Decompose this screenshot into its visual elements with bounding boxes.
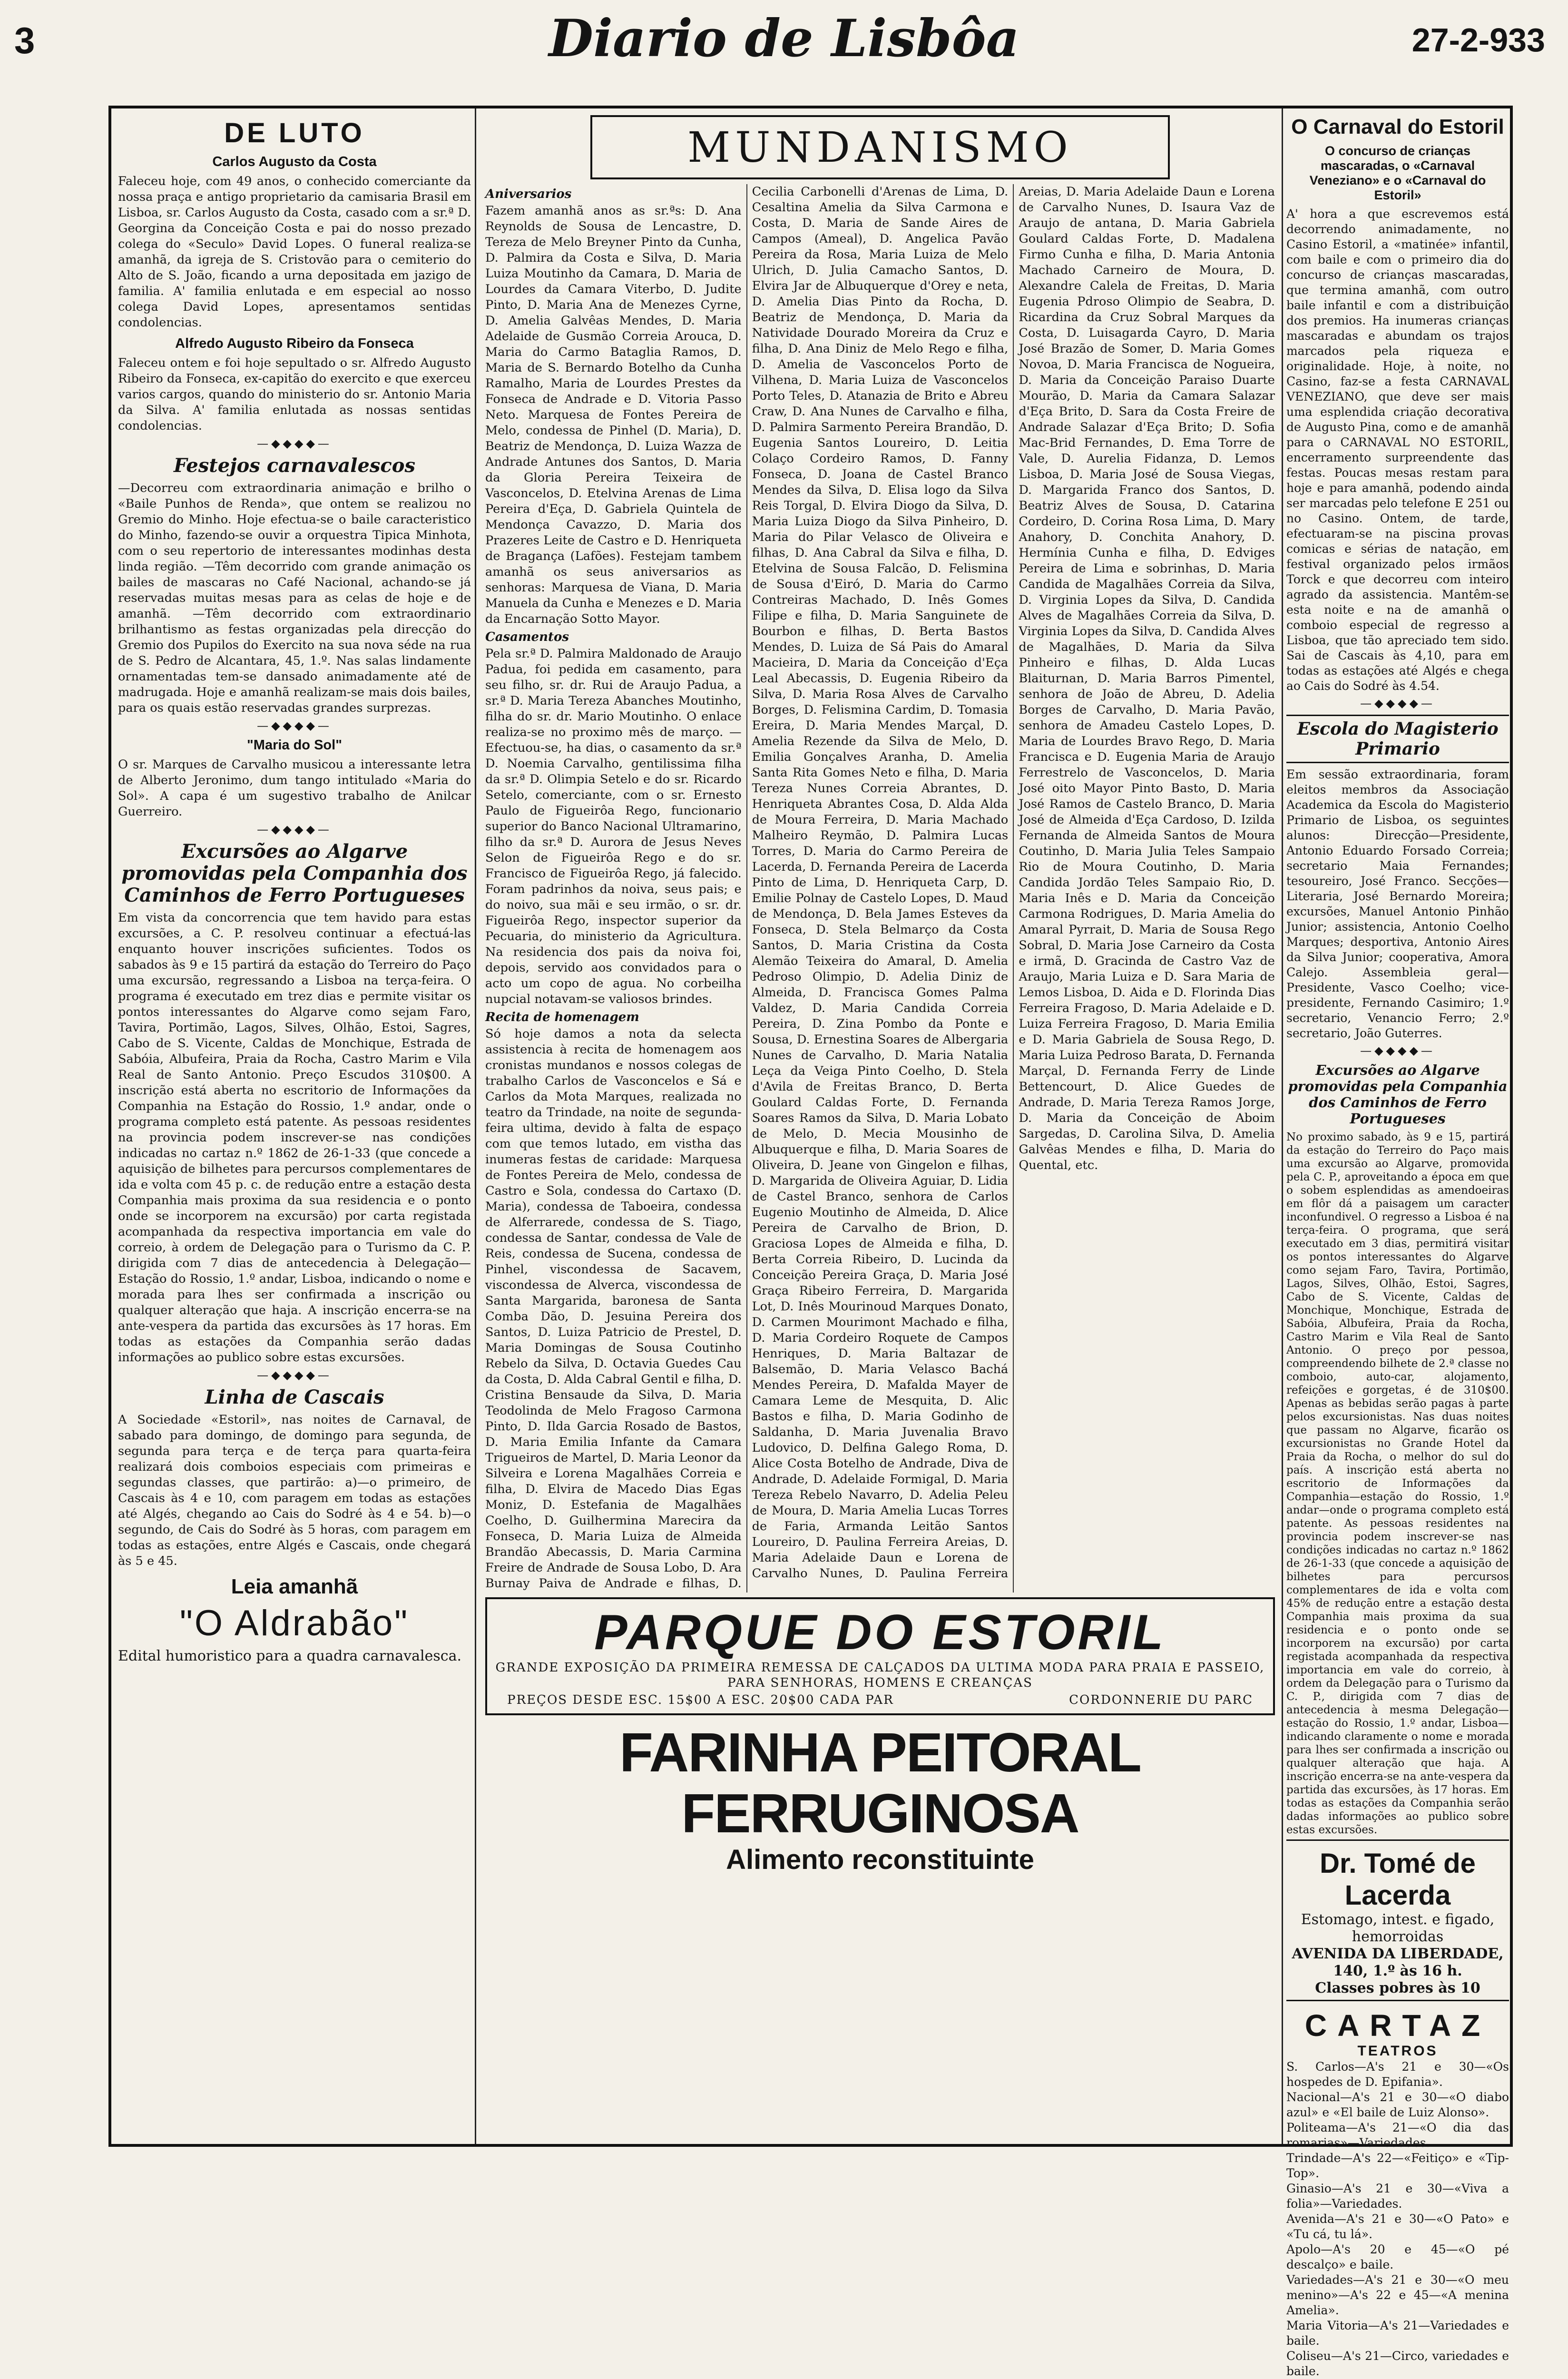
parque-description: GRANDE EXPOSIÇÃO DA PRIMEIRA REMESSA DE CALÇADOS DA ULTIMA MODA PARA PRAIA E PASSEIO, PARA SENHORAS, HOMENS E CREANÇAS <box>495 1661 1265 1690</box>
section-subheading: Casamentos <box>485 630 569 644</box>
section-subheading: Aniversarios <box>485 187 572 201</box>
list-item: Ginasio—A's 21 e 30—«Viva a folia»—Variedades. <box>1286 2182 1509 2211</box>
obituary-text: Faleceu ontem e foi hoje sepultado o sr. Alfredo Augusto Ribeiro da Fonseca, ex-capitão do exercito e que exerceu varios cargos, quando do ministerio do sr. Antonio Maria da Silva. A' familia enlutada as nossas sentidas condolencias. <box>118 356 471 433</box>
excursoes-text-2: No proximo sabado, às 9 e 15, partirá da estação do Terreiro do Paço mais uma excursão ao Algarve, promovida pela C. P., aproveitando a época em que o sobem esplendidas as amendoeiras em flôr dá a paisagem um caracter inconfundivel. O regresso a Lisboa é na terça-feira. O programa, que será executado em 3 dias, permitirá visitar os pontos interessantes do Algarve como sejam Faro, Tavira, Portimão, Lagos, Silves, Olhão, Estoi, Sagres, Cabo de S. Vicente, Caldas de Monchique, Monchique, Estrada de Sabóia, Albufeira, Praia da Rocha, Castro Marim e Vila Real de Santo Antonio. O preço por pessoa, compreendendo bilhete de 2.ª classe no comboio, auto-car, alojamento, refeições e gorgetas, é de 310$00. Apenas as bebidas serão pagas à parte pelos excursionistas. Nas duas noites que passam no Algarve, ficarão os excursionistas no Grande Hotel da Praia da Rocha, o melhor do sul do país. A inscrição está aberta no escritorio de Informações da Companhia—estação do Rossio, 1.º andar—onde o programa completo está patente. As pessoas residentes na provincia podem inscrever-se nas condições indicadas no cartaz n.º 1862 de 26-1-33 (que concede a aquisição de bilhetes para percursos complementares de ida e volta com 45% de redução entre a estação desta Companhia mais proxima da sua residencia e o ponto onde se incorporem na excursão) por carta registada acompanhada da respectiva importancia em vale do correio, à ordem da Delegação para o Turismo da C. P., dirigida com 7 dias de antecedencia à mesma Delegação—estação do Rossio, 1.º andar, Lisboa—indicando claramente o nome e morada para lhes ser confirmada a inscrição ou qualquer alteração que haja. A inscrição encerra-se na ante-vespera da partida das excursões, às 17 horas. Em todas as estações da Companhia serão dadas informações ao publico sobre estas excursões. <box>1286 1131 1509 1836</box>
tome-hours: Classes pobres às 10 <box>1315 1980 1480 1996</box>
tome-specialty: Estomago, intest. e figado, hemorroidas <box>1301 1911 1495 1945</box>
ornament-divider: —◆◆◆◆— <box>257 719 332 732</box>
page-frame <box>108 106 1513 2378</box>
obituary-heading: Alfredo Augusto Ribeiro da Fonseca <box>175 336 414 351</box>
parque-store: CORDONNERIE DU PARC <box>1069 1693 1253 1707</box>
farinha-ad-subtitle: Alimento reconstituinte <box>726 1844 1034 1875</box>
right-column <box>1286 108 1509 2378</box>
ornament-divider: —◆◆◆◆— <box>257 823 332 836</box>
teatros-heading: TEATROS <box>1357 2043 1438 2059</box>
page-number: 3 <box>14 20 35 61</box>
festejos-text: —Decorreu com extraordinaria animação e brilho o «Baile Punhos de Renda», que ontem se realizou no Gremio do Minho. Hoje efectua-se o baile caracteristico do Minho, fazendo-se ouvir a orquestra Tipica Minhota, com o seu repertorio de interessantes modinhas desta linda região. —Têm decorrido com grande animação os bailes de mascaras no Café Nacional, achando-se já reservadas muitas mesas para as celas de hoje e de amanhã. —Têm decorrido com extraordinario brilhantismo as festas organizadas pela direcção do Gremio dos Pupilos do Exercito na sua nova séde na rua de S. Pedro de Alcantara, 45, 1.º. Nas salas lindamente ornamentadas tem-se dansado animadamente até de madrugada. Hoje e amanhã realizam-se mais dois bailes, para os quais estão reservadas grandes surprezas. <box>118 481 471 715</box>
center-column <box>481 108 1279 2144</box>
ornament-divider: —◆◆◆◆— <box>1360 697 1435 710</box>
mundanismo-columns <box>481 184 1279 1593</box>
list-item: Maria Vitoria—A's 21—Variedades e baile. <box>1286 2319 1509 2348</box>
ornament-divider: —◆◆◆◆— <box>1360 1044 1435 1057</box>
section-subheading: Recita de homenagem <box>485 1010 639 1024</box>
column-rule <box>1282 108 1283 2144</box>
teatros-list <box>1286 2059 1509 2379</box>
linha-heading: Linha de Cascais <box>205 1386 384 1408</box>
deluto-heading: DE LUTO <box>224 118 365 148</box>
list-item: Trindade—A's 22—«Feitiço» e «Tip-Top». <box>1286 2151 1509 2180</box>
parque-title: PARQUE DO ESTORIL <box>594 1605 1166 1660</box>
left-column <box>118 108 471 2144</box>
escola-heading: Escola do Magisterio Primario <box>1286 715 1509 763</box>
linha-text: A Sociedade «Estoril», nas noites de Carnaval, de sabado para domingo, de domingo para segunda, de segunda para terça e de terça para quarta-feira realizará dois comboios especiais com primeiras e segundas classes, que partirão: a)—o primeiro, de Cascais às 4 e 10, com paragem em todas as estações até Algés, chegando ao Cais do Sodré às 4 e 54. b)—o segundo, de Cais do Sodré às 5 horas, com paragem em todas as estações, entre Algés e Cascais, onde chegará às 5 e 45. <box>118 1413 471 1568</box>
list-item: Nacional—A's 21 e 30—«O diabo azul» e «El baile de Luiz Alonso». <box>1286 2090 1509 2119</box>
list-item: Coliseu—A's 21—Circo, variedades e baile. <box>1286 2349 1509 2378</box>
list-item: Politeama—A's 21—«O dia das romarias»—Variedades. <box>1286 2121 1509 2150</box>
ornament-divider: —◆◆◆◆— <box>257 437 332 450</box>
tome-address: AVENIDA DA LIBERDADE, 140, 1.º às 16 h. <box>1292 1946 1504 1979</box>
tome-name: Dr. Tomé de Lacerda <box>1320 1848 1476 1911</box>
list-item: Avenida—A's 21 e 30—«O Pato» e «Tu cá, tu lá». <box>1286 2212 1509 2241</box>
carnaval-subheading: O concurso de crianças mascaradas, o «Carnaval Veneziano» e o «Carnaval do Estoril» <box>1309 144 1486 202</box>
ornament-divider: —◆◆◆◆— <box>257 1368 332 1382</box>
carnaval-text: A' hora a que escrevemos está decorrendo animadamente, no Casino Estoril, a «matinée» infantil, com baile e com o primeiro dia do concurso de crianças mascaradas, que termina amanhã, com outro baile infantil e com a distribuição dos premios. Ha inumeras crianças mascaradas e abundam os trajos marcados pela riqueza e originalidade. Hoje, à noite, no Casino, faz-se a festa CARNAVAL VENEZIANO, que deve ser mais uma esplendida criação decorativa de Augusto Pina, como e de amanhã para o CARNAVAL NO ESTORIL, encerramento surpreendente das festas. Poucas mesas restam para hoje e para amanhã, podendo ainda ser marcadas pelo telefone E 251 ou no Casino. Ontem, de tarde, efectuaram-se na piscina provas comicas e sérias de natação, em festival organizado pelos irmãos Torck e que decorreu com inteiro agrado da assistencia. Mantêm-se esta noite e na de amanhã o comboio especial de regresso a Lisboa, que tão apreciado tem sido. Sai de Cascais às 4,10, para em todas as estações até Algés e chega ao Cais do Sodré às 4.54. <box>1286 207 1509 693</box>
escola-text: Em sessão extraordinaria, foram eleitos membros da Associação Academica da Escola do Magisterio Primario de Lisboa, os seguintes alunos: Direcção—Presidente, Antonio Eduardo Forsado Correia; secretario Maia Fernandes; tesoureiro, José Franco. Secções—Literaria, José Bernardo Moreira; excursões, Manuel Antonio Pinhão Junior; assistencia, Antonio Coelho Marques; desportiva, Antonio Aires da Silva Junior; cooperativa, Amora Calejo. Assembleia geral—Presidente, Vasco Coelho; vice-presidente, Fernando Casimiro; 1.º secretario, Venancio Ferro; 2.º secretario, João Guterres. <box>1286 767 1509 1040</box>
carnaval-heading: O Carnaval do Estoril <box>1291 115 1504 138</box>
issue-date: 27-2-933 <box>1411 21 1545 59</box>
aldrabao-subtitle: Edital humoristico para a quadra carnavalesca. <box>118 1648 461 1664</box>
tome-ad <box>1286 1839 1509 2001</box>
festejos-heading: Festejos carnavalescos <box>174 454 415 477</box>
list-item: S. Carlos—A's 21 e 30—«Os hospedes de D. Epifania». <box>1286 2060 1509 2089</box>
excursoes-heading: Excursões ao Algarve promovidas pela Companhia dos Caminhos de Ferro Portugueses <box>121 840 468 906</box>
leia-heading: Leia amanhã <box>231 1575 358 1598</box>
obituary-heading: Carlos Augusto da Costa <box>212 154 377 169</box>
maria-heading: "Maria do Sol" <box>247 737 342 753</box>
maria-text: O sr. Marques de Carvalho musicou a interessante letra de Alberto Jeronimo, dum tango intitulado «Maria do Sol». A capa é um sugestivo trabalho de Anilcar Guerreiro. <box>118 757 471 819</box>
aniversarios-text: Fazem amanhã anos as sr.ªs: D. Ana Reynolds de Sousa de Lencastre, D. Tereza de Melo Breyner Pinto da Cunha, D. Palmira da Costa e Silva, D. Maria Luiza Moutinho da Camara, D. Maria de Lourdes da Camara Viterbo, D. Judite Pinto, D. Maria Ana de Menezes Cyrne, D. Amelia Galvêas Mendes, D. Maria Adelaide de Gusmão Correia Arouca, D. Maria do Carmo Bataglia Ramos, D. Maria de S. Bernardo Botelho da Cunha Ramalho, Maria de Lourdes Prestes da Fonseca de Andrade e D. Vitoria Passo Neto. Marquesa de Fontes Pereira de Melo, condessa de Pinhel (D. Maria), D. Beatriz de Mendonça, D. Luiza Wazza de Andrade Antunes dos Santos, D. Maria da Gloria Pereira Teixeira de Vasconcelos, D. Etelvina Arenas de Lima Pereira d'Eça, D. Gabriela Quintela de Mendonça Cavazzo, D. Maria dos Prazeres Leite de Castro e D. Henriqueta de Bragança (Lafões). Festejam tambem amanhã os seus aniversarios as senhoras: Marquesa de Viana, D. Maria Manuela da Cunha e Menezes e D. Maria da Encarnação Sotto Mayor. <box>485 204 742 626</box>
casamentos-text: Pela sr.ª D. Palmira Maldonado de Araujo Padua, foi pedida em casamento, para seu filho, sr. dr. Rui de Araujo Padua, a sr.ª D. Maria Tereza Abanches Moutinho, filha do sr. dr. Mario Moutinho. O enlace realiza-se no proximo mês de março. —Efectuou-se, ha dias, o casamento da sr.ª D. Noemia Carvalho, gentilissima filha da sr.ª D. Olimpia Setelo e do sr. Ricardo Setelo, comerciante, com o sr. Ernesto Paulo de Figueirôa Rego, funcionario superior do Banco Nacional Ultramarino, filho da sr.ª D. Aurora de Jesus Neves Selon de Figueirôa Rego e do sr. Francisco de Figueirôa Rego, já falecido. Foram padrinhos da noiva, seus pais; e do noivo, sua mãi e seu irmão, o sr. dr. Figueirôa Rego, inspector superior da Pecuaria, do ministerio da Agricultura. Na residencia dos pais da noiva foi, depois, servido aos convidados para o acto um copo de agua. No corbeilha nupcial notavam-se valiosos brindes. <box>485 647 742 1006</box>
newspaper-masthead: Diario de Lisbôa <box>549 9 1019 69</box>
recita-text: Só hoje damos a nota da selecta assistencia à recita de homenagem aos cronistas mundanos e nossos colegas de trabalho Carlos de Vasconcelos e Sá e Carlos da Mota Marques, realizada no teatro da Trindade, na noite de segunda-feira ultima, devido à falta de espaço com que temos lutado, em vistha das inumeras festas de caridade: Marquesa de Fontes Pereira de Melo, condessa de Castro e Sola, condessa do Cartaxo (D. Maria), condessa de Taboeira, condessa de Alferrarede, condessa de S. Tiago, condessa de Santar, condessa de Vale de Reis, condessa de Sucena, condessa de Pinhel, viscondessa de Sacavem, viscondessa de Alverca, viscondessa de Santa Margarida, baronesa de Santa Comba Dão, D. Jesuina Pereira dos Santos, D. Luiza Patricio de Prestel, D. Maria Domingas de Sousa Coutinho Rebelo da Silva, D. Octavia Guedes Cau da Costa, D. Alda Cabral Gentil e filha, D. Cristina Bensaude da Silva, D. Maria Teodolinda de Melo Fragoso Carmona Pinto, D. Ilda Garcia Rosado de Bastos, D. Maria Emilia Infante da Camara Trigueiros de Martel, D. Maria Leonor da Silveira e Lorena Magalhães Correia e filha, D. Elvira de Macedo Dias Egas Moniz, D. Estefania de Magalhães Coelho, D. Guilhermina Marecira da Fonseca, D. Maria Luiza de Almeida Brandão Abecassis, D. Maria Carmina Freire de Andrade de Sousa Lobo, D. Ara Burnay Paiva de Andrade e filhas, D. Cecilia Carbonelli d'Arenas de Lima, D. Cesaltina Amelia da Silva Carmona e Costa, D. Maria de Sande Aires de Campos (Ameal), D. Angelica Pavão Pereira da Rosa, Maria Luiza de Melo Ulrich, D. Julia Camacho Santos, D. Elvira Jar de Albuquerque d'Orey e neta, D. Amelia Dias Pinto da Rocha, D. Beatriz de Mendonça, D. Maria da Natividade Dourado Moreira da Cruz e filha, D. Ana Diniz de Melo Rego e filha, D. Amelia de Vasconcelos Porto de Vilhena, D. Maria Luiza de Vasconcelos Porto Teles, D. Atanazia de Brito e Abreu Craw, D. Ana Nunes de Carvalho e filha, D. Palmira Sarmento Pereira Brandão, D. Eugenia Santos Loureiro, D. Leitia Colaço Cordeiro Ramos, D. Fanny Fonseca, D. Joana de Castel Branco Mendes da Silva, D. Elisa logo da Silva Reis Torgal, D. Elvira Diogo da Silva, D. Maria Luiza Diogo da Silva Pinheiro, D. Maria do Pilar Velasco de Oliveira e filhas, D. Ana Cabral da Silva e filha, D. Etelvina de Sousa Falcão, D. Felismina de Sousa d'Eiró, D. Maria do Carmo Contreiras Machado, D. Inês Gomes Filipe e filha, D. Maria Sanguinete de Bourbon e filhas, D. Berta Bastos Mendes, D. Luiza de Sá Pais do Amaral Macieira, D. Maria da Conceição d'Eça Leal Abecassis, D. Eugenia Ribeiro da Silva, D. Maria Rosa Alves de Carvalho Borges, D. Felismina Cardim, D. Tomasia Ereira, D. Maria Mendes Marçal, D. Amelia Rezende da Silva de Melo, D. Emilia Gonçalves Aranha, D. Amelia Santa Rita Gomes Neto e filha, D. Maria Tereza Nunes Correia Abrantes, D. Henriqueta Abrantes Cosa, D. Alda Alda de Moura Ferreira, D. Maria Machado Malheiro Reymão, D. Palmira Lucas Torres, D. Maria do Carmo Pereira de Lacerda, D. Fernanda Pereira de Lacerda Pinto de Lima, D. Henriqueta Carp, D. Emilie Polnay de Castelo Lopes, D. Maud de Mendonça, D. Bela James Esteves da Fonseca, D. Stela Belmarço da Costa Santos, D. Maria Cristina da Costa Alemão Teixeira do Amaral, D. Amelia Pedroso Olimpio, D. Adelia Diniz de Almeida, D. Francisca Gomes Palma Valdez, D. Maria Candida Correia Pereira, D. Zina Pombo da Ponte e Sousa, D. Ernestina Soares de Albergaria Nunes de Carvalho, D. Maria Natalia Leça da Veiga Pinto Coelho, D. Stela d'Avila de Freitas Branco, D. Berta Goulard Caldas Forte, D. Fernanda Soares Ramos da Silva, D. Maria Lobato de Melo, D. Mecia Mousinho de Albuquerque e filha, D. Maria Soares de Oliveira, D. Jeane von Gingelon e filhas, D. Margarida de Oliveira Aguiar, D. Lidia de Castel Branco, senhora de Carlos Eugenio Moutinho de Almeida, D. Alice Pereira de Carvalho de Brion, D. Graciosa Lopes de Almeida e filha, D. Berta Correia Ribeiro, D. Lucinda da Conceição Pereira Graça, D. Maria José Graça Ribeiro Ferreira, D. Margarida Lot, D. Inês Mourinoud Marques Donato, D. Carmen Mourimont Machado e filha, D. Maria Cordeiro Roquete de Campos Henriques, D. Maria Baltazar de Balsemão, D. Maria Velasco Bachá Mendes Pereira, D. Mafalda Mayer de Camara Leme de Mesquita, D. Alic Bastos e filha, D. Maria Godinho de Saldanha, D. Maria Juvenalia Bravo Ludovico, D. Delfina Galego Roma, D. Alice Costa Botelho de Andrade, Diva de Andrade, D. Adelaide Formigal, D. Maria Tereza Rebelo Navarro, D. Adelia Peleu de Moura, D. Maria Amelia Lucas Torres de Faria, Armanda Leitão Santos Loureiro, D. Paulina Ferreira Areias, D. Maria Adelaide Daun e Lorena de Carvalho Nunes, D. Paulina Ferreira Areias, D. Maria Adelaide Daun e Lorena de Carvalho Nunes, D. Isaura Vaz de Araujo de antana, D. Maria Gabriela Goulard Caldas Forte, D. Madalena Firmo Cunha e filha, D. Maria Antonia Machado Carneiro de Moura, D. Alexandre Calela de Freitas, D. Maria Eugenia Pdroso Olimpio de Seabra, D. Ricardina da Cruz Sobral Marques da Costa, D. Luisagarda Cayro, D. Maria José Brazão de Somer, D. Maria Gomes Novoa, D. Maria Francisca de Nogueira, D. Maria da Conceição Paraiso Duarte Mourão, D. Maria da Camara Salazar d'Eça Brito, D. Sara da Costa Freire de Andrade Salazar d'Eça Brito; D. Sofia Mac-Brid Fernandes, D. Ema Torre de Vale, D. Aurelia Fidanza, D. Lemos Lisboa, D. Maria José de Sousa Viegas, D. Margarida Franco dos Santos, D. Beatriz Alves de Sousa, D. Catarina Cordeiro, D. Corina Rosa Lima, D. Mary Anahory, D. Conchita Anahory, D. Hermínia Cunha e filha, D. Edviges Pereira de Lima e sobrinhas, D. Maria Candida de Magalhães Correia da Silva, D. Virginia Lopes da Silva, D. Candida Alves de Magalhães Correia da Silva, D. Virginia Lopes da Silva, D. Candida Alves de Magalhães, D. Maria da Silva Pinheiro e filhas, D. Alda Lucas Blaiturnan, D. Maria Barros Pimentel, senhora de João de Abreu, D. Adelia Borges de Carvalho, D. Maria Pavão, senhora de Amadeu Castelo Lopes, D. Maria de Lourdes Bravo Rego, D. Maria Francisca e D. Eugenia Maria de Araujo Ferrestrelo de Vasconcelos, D. Maria José oito Mayor Pinto Basto, D. Maria José Ramos de Castelo Branco, D. Maria José de Almeida d'Eça Cardoso, D. Izilda Fernanda de Almeida Santos de Moura Coutinho, D. Maria Julia Teles Sampaio Rio de Moura Coutinho, D. Maria Candida Jordão Teles Sampaio Rio, D. Maria Inês e D. Maria da Conceição Carmona Rodrigues, D. Maria Amelia do Amaral Pyrrait, D. Maria de Sousa Rego Sobral, D. Maria Jose Carneiro da Costa e irmã, D. Gracinda de Castro Vaz de Araujo, Maria Luiza e D. Sara Maria de Lemos Lisboa, D. Aida e D. Florinda Dias Ferreira Fragoso, D. Maria Adelaide e D. Luiza Ferreira Fragoso, D. Maria Emilia e D. Maria Gabriela de Sousa Rego, D. Maria Luiza Pedroso Barata, D. Fernanda Marçal, D. Fernanda Ferry de Linde Bettencourt, D. Alice Guedes de Andrade, D. Maria Tereza Ramos Jorge, D. Maria da Conceição de Aboim Sargedas, D. Carolina Silva, D. Amelia Galvêas Mendes e filha, D. Maria do Quental, etc. <box>485 185 1275 1591</box>
obituary-text: Faleceu hoje, com 49 anos, o conhecido comerciante da nossa praça e antigo proprietario da camisaria Brasil em Lisboa, sr. Carlos Augusto da Costa, casado com a sr.ª D. Georgina da Conceição Costa e pai do nosso prezado colega do «Seculo» David Lopes. O funeral realiza-se amanhã, da igreja de S. Cristovão para o cemiterio do Alto de S. João, ficando a urna depositada em jazigo de familia. A' familia enlutada e em especial ao nosso colega David Lopes, apresentamos sentidas condolencias. <box>118 174 471 330</box>
list-item: Variedades—A's 21 e 30—«O meu menino»—A's 22 e 45—«A menina Amelia». <box>1286 2273 1509 2317</box>
aldrabao-title: "O Aldrabão" <box>179 1603 410 1643</box>
excursoes-text: Em vista da concorrencia que tem havido para estas excursões, a C. P. resolveu continuar a efectuá-las enquanto houver inscrições suficientes. Todos os sabados às 9 e 15 partirá da estação do Terreiro do Paço uma excursão, regressando a Lisboa na terça-feira. O programa é executado em trez dias e permite visitar os pontos interessantes do Algarve como sejam Faro, Tavira, Portimão, Lagos, Silves, Olhão, Estoi, Sagres, Cabo de S. Vicente, Caldas de Monchique, Estrada de Sabóia, Albufeira, Praia da Rocha, Castro Marim e Vila Real de Santo Antonio. Preço Escudos 310$00. A inscrição está aberta no escritorio de Informações da Companhia na Estação do Rossio, 1.º andar, onde o programa completo está patente. As pessoas residentes na provincia podem inscrever-se nas condições indicadas no cartaz n.º 1862 de 26-1-33 (que concede a aquisição de bilhetes para percursos complementares de ida e volta com 45 p. c. de redução entre a estação desta Companhia mais proxima da sua residencia e o ponto onde se incorporem na excursão) por carta registada acompanhada da respectiva importancia em vale do correio, à ordem de Delegação para o Turismo da C. P. dirigida com 7 dias de antecedencia à Delegação—Estação do Rossio, 1.º andar, Lisboa, indicando o nome e morada para lhes ser confirmada a inscrição ou qualquer alteração que haja. A inscrição encerra-se na ante-vespera da partida das excursões às 17 horas. Em todas as estações da Companhia serão dadas informações ao publico sobre estas excursões. <box>118 911 471 1365</box>
cartaz-heading: CARTAZ <box>1304 2008 1491 2043</box>
list-item: Apolo—A's 20 e 45—«O pé descalço» e baile. <box>1286 2242 1509 2271</box>
excursoes-heading-2: Excursões ao Algarve promovidas pela Companhia dos Caminhos de Ferro Portugueses <box>1288 1062 1508 1127</box>
parque-estoril-ad <box>485 1597 1275 1715</box>
parque-prices: PREÇOS DESDE ESC. 15$00 A ESC. 20$00 CADA PAR <box>507 1693 894 1707</box>
farinha-ad-title: FARINHA PEITORAL FERRUGINOSA <box>619 1721 1141 1844</box>
mundanismo-banner: MUNDANISMO <box>590 115 1170 179</box>
parque-footer <box>493 1691 1267 1708</box>
column-rule <box>475 108 476 2144</box>
